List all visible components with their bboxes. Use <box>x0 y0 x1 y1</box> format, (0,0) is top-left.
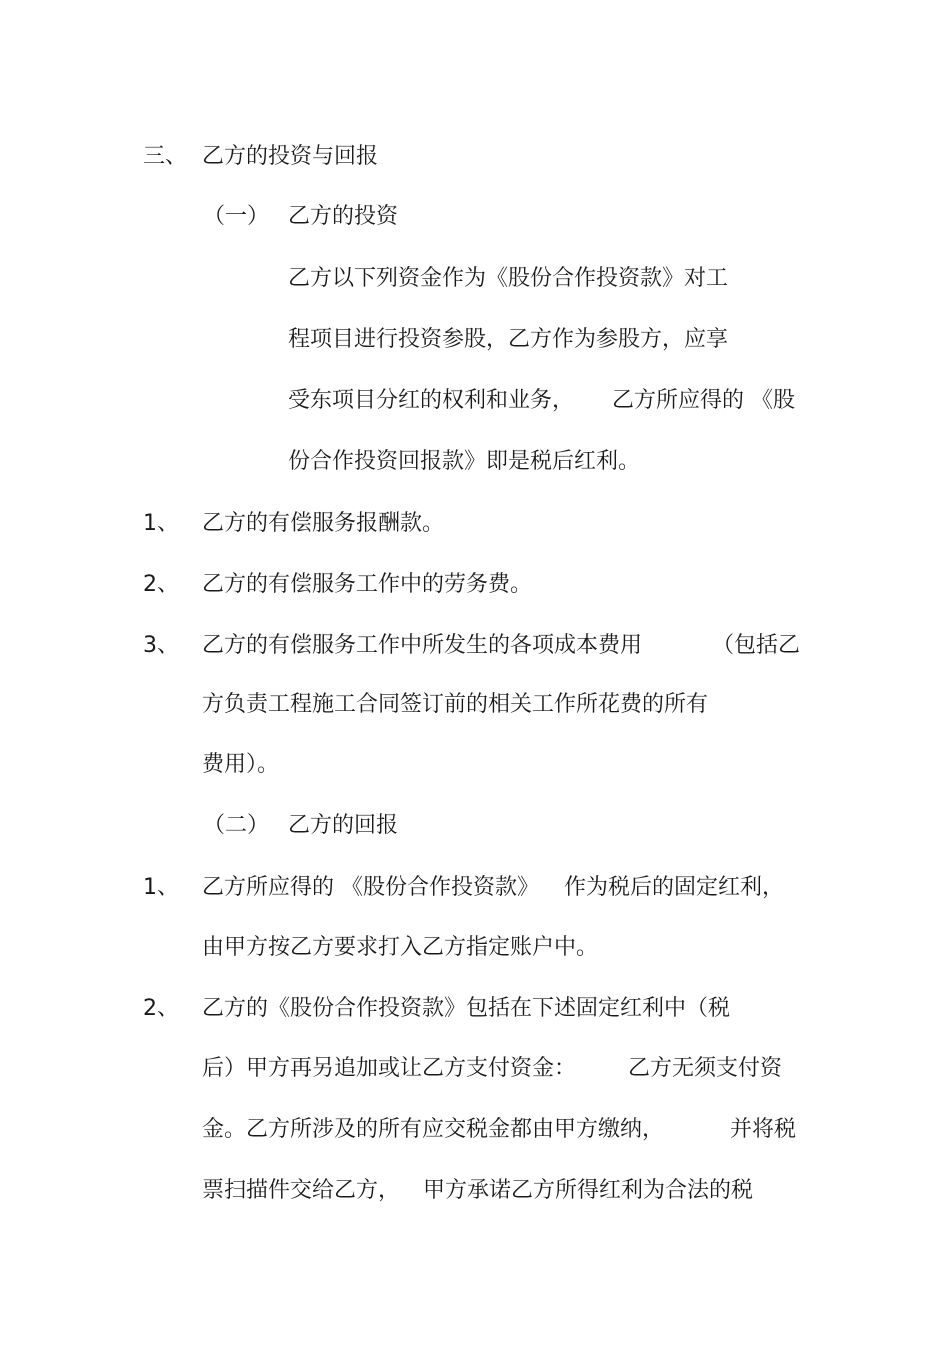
list-number: 1、 <box>143 511 179 536</box>
subsection-title: 乙方的投资 <box>288 204 399 229</box>
list-item-continued: 乙方无须支付资 <box>628 1056 783 1081</box>
list-item-continued: 金。乙方所涉及的所有应交税金都由甲方缴纳， <box>202 1117 665 1142</box>
list-item-continued: 方负责工程施工合同签订前的相关工作所花费的所有 <box>202 692 709 717</box>
section-title: 乙方的投资与回报 <box>202 144 379 169</box>
list-item: 乙方所应得的 《股份合作投资款》 <box>202 875 539 900</box>
paragraph-line: 受东项目分红的权利和业务， <box>288 388 575 413</box>
list-item-continued: 票扫描件交给乙方， <box>202 1178 401 1203</box>
list-item: 乙方的有偿服务工作中所发生的各项成本费用 <box>202 633 643 658</box>
subsection-number: （一） <box>203 204 270 229</box>
list-item: 乙方的《股份合作投资款》包括在下述固定红利中（税 <box>202 996 731 1021</box>
list-item: 作为税后的固定红利， <box>564 875 785 900</box>
paragraph-line: 乙方所应得的 《股 <box>612 388 795 413</box>
subsection-title: 乙方的回报 <box>288 813 399 838</box>
list-item-continued: 由甲方按乙方要求打入乙方指定账户中。 <box>202 935 599 960</box>
list-number: 2、 <box>143 996 179 1021</box>
list-item-continued: 后）甲方再另追加或让乙方支付资金： <box>202 1056 577 1081</box>
list-item-continued: 费用）。 <box>202 752 280 777</box>
paragraph-line: 乙方以下列资金作为《股份合作投资款》对工 <box>288 266 729 291</box>
list-item-continued: 甲方承诺乙方所得红利为合法的税 <box>423 1178 754 1203</box>
paragraph-line: 份合作投资回报款》即是税后红利。 <box>288 449 641 474</box>
list-number: 3、 <box>143 633 179 658</box>
subsection-number: （二） <box>203 813 270 838</box>
paragraph-line: 程项目进行投资参股，乙方作为参股方，应享 <box>288 327 729 352</box>
list-number: 1、 <box>143 875 179 900</box>
list-number: 2、 <box>143 572 179 597</box>
list-item: 乙方的有偿服务报酬款。 <box>202 511 445 536</box>
list-item: （包括乙 <box>712 633 801 658</box>
section-number: 三、 <box>143 144 188 169</box>
list-item: 乙方的有偿服务工作中的劳务费。 <box>202 572 533 597</box>
list-item-continued: 并将税 <box>730 1117 797 1142</box>
